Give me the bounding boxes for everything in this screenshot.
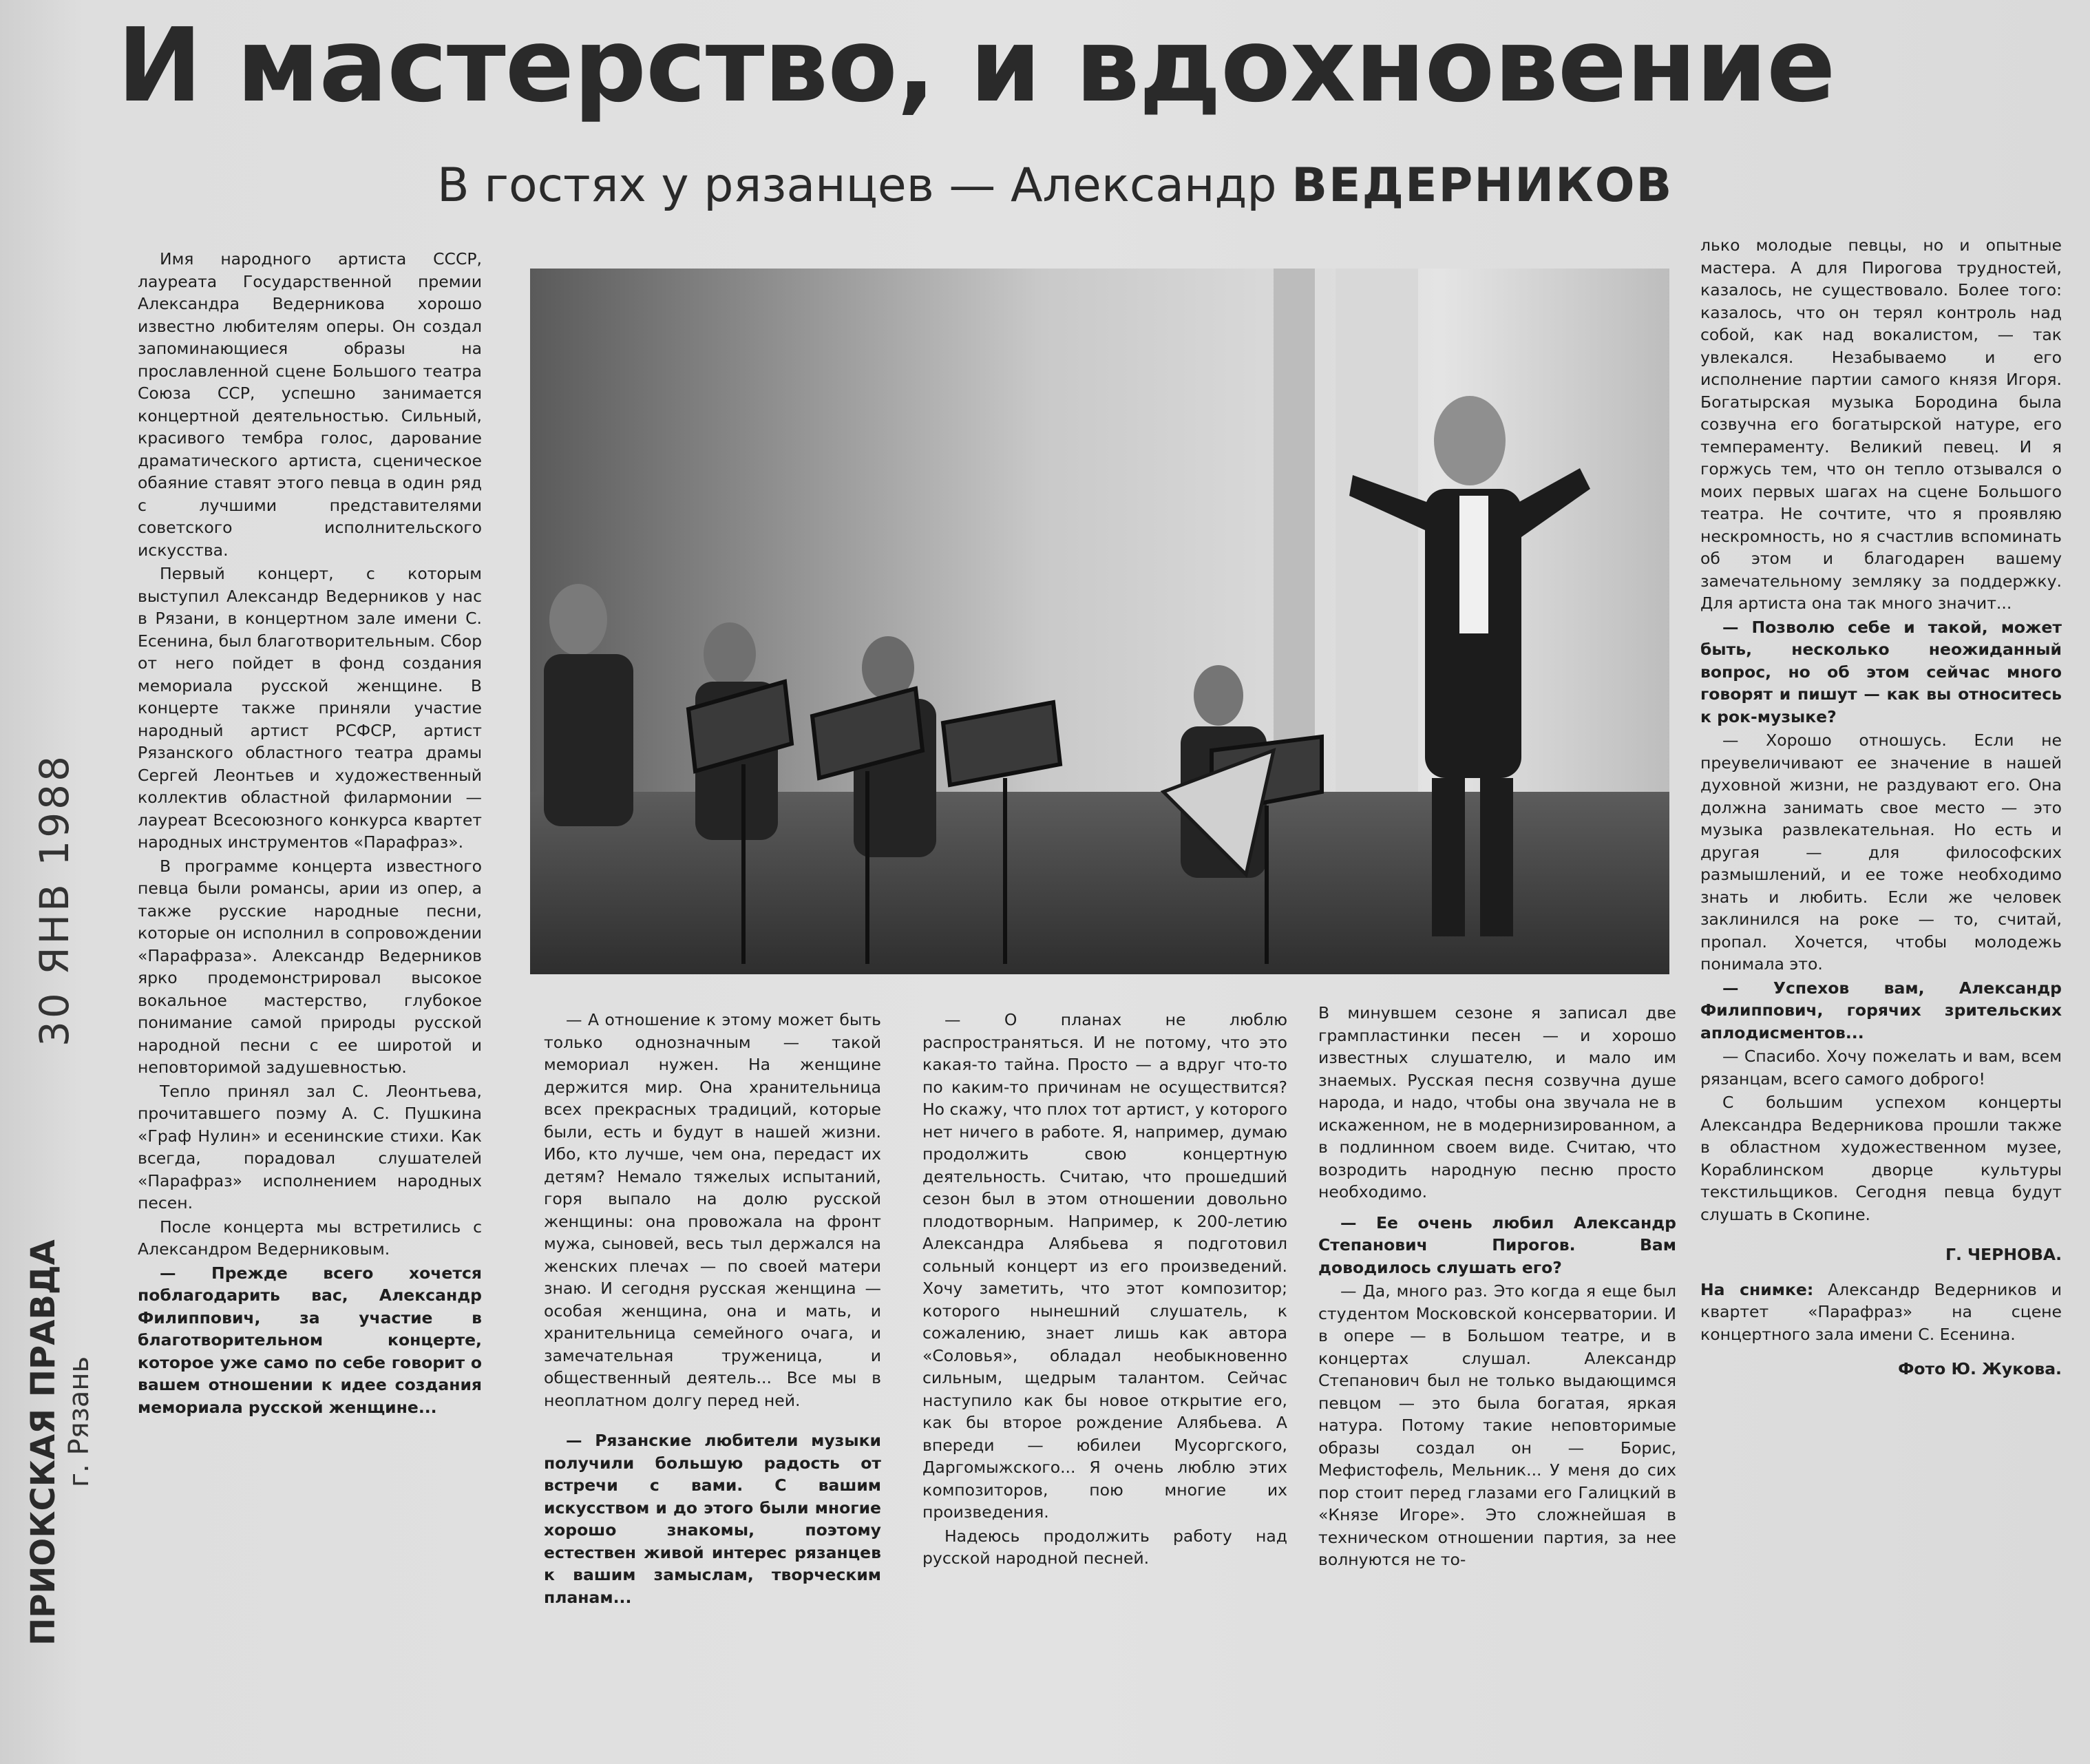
- author-signature: Г. ЧЕРНОВА.: [1945, 1245, 2062, 1264]
- question: — Прежде всего хочется поблагодарить вас, Александр Филиппович, за участие в благотворительном концерте, которое уже само по себе говорит о вашем отношении к идее создания мемориала русской женщине...: [138, 1263, 482, 1417]
- caption-label: На снимке:: [1700, 1279, 1814, 1299]
- column-2: [544, 1009, 881, 1610]
- subheadline-surname: ВЕДЕРНИКОВ: [1291, 158, 1674, 213]
- concert-photo-icon: [530, 269, 1669, 974]
- column-left-top: [138, 248, 482, 1420]
- question: — Позволю себе и такой, может быть, несколько неожиданный вопрос, но об этом сейчас много говорят и пишут — как вы относитесь к рок-музыке?: [1700, 617, 2062, 726]
- question: — Успехов вам, Александр Филиппович, горячих зрительских аплодисментов...: [1700, 978, 2062, 1042]
- photo-credit: Фото Ю. Жукова.: [1898, 1359, 2062, 1378]
- stamp-date: 30 ЯНВ 1988: [31, 753, 78, 1047]
- paragraph: Имя народного артиста СССР, лауреата Государственной премии Александра Ведерникова хорошо известно любителям оперы. Он создал запоминающиеся образы на прославленной сцене Большого театра Союза ССР, успешно занимается концертной деятельностью. Сильный, красивого тембра голос, дарование драматического артиста, сценическое обаяние ставят этого певца в один ряд с лучшими представителями советского исполнительского искусства.: [138, 249, 482, 560]
- column-3: [922, 1009, 1287, 1571]
- question: — Ее очень любил Александр Степанович Пирогов. Вам доводилось слушать его?: [1318, 1212, 1676, 1277]
- paragraph: лько молодые певцы, но и опытные мастера. А для Пирогова трудностей, казалось, не существовало. Более того: казалось, что он терял контроль над собой, как над вокалистом, — так увлекался. Незабываемо и его исполнение партии самого князя Игоря. Богатырская музыка Бородина была созвучна его богатырской натуре, его темпераменту. Великий певец. И я горжусь тем, что он тепло отзывался о моих первых шагах на сцене Большого театра. Не сочтите, что я проявляю нескромность, но я счастлив вспоминать об этом и благодарен вашему замечательному земляку за поддержку. Для артиста она так много значит...: [1700, 235, 2062, 613]
- photo-caption: [1700, 1279, 2062, 1346]
- subheadline-prefix: В гостях у рязанцев — Александр: [437, 158, 1277, 213]
- paragraph: В минувшем сезоне я записал две грампластинки песен — и хорошо известных слушателю, и мало им знаемых. Русская песня созвучна душе народа, и надо, чтобы она звучала не в искаженном, не в модернизированном, а в подлинном своем виде. Считаю, что возродить народную песню просто необходимо.: [1318, 1003, 1676, 1201]
- paragraph: — Да, много раз. Это когда я еще был студентом Московской консерватории. И в опере — в Большом театре, и в концертах слушал. Александр Степанович был не только выдающимся певцом — это была богатая, яркая натура. Потому такие неповторимые образы создал он — Борис, Мефистофель, Мельник... У меня до сих пор стоит перед глазами его Галицкий в «Князе Игоре». Это сложнейшая в техническом отношении партия, за нее волнуются не то-: [1318, 1281, 1676, 1569]
- paragraph: — А отношение к этому может быть только однозначным — такой мемориал нужен. На женщине держится мир. Она хранительница всех прекрасных традиций, которые были, есть и будут в нашей жизни. Ибо, кто лучше, чем она, передаст их детям? Немало тяжелых испытаний, горя выпало на долю русской женщины: она провожала на фронт мужа, сыновей, весь тыл держался на женских плечах — по своей матери знаю. И сегодня русская женщина — особая женщина, она и мать, и хранительница семейного очага, и замечательная труженица, и общественный деятель... Все мы в неоплатном долгу перед ней.: [544, 1010, 881, 1410]
- column-right: [1700, 234, 2062, 1382]
- paragraph: После концерта мы встретились с Александром Ведерниковым.: [138, 1217, 482, 1259]
- question: — Рязанские любители музыки получили большую радость от встречи с вами. С вашим искусством и до этого были многие хорошо знакомы, поэтому естествен живой интерес рязанцев к вашим замыслам, творческим планам...: [544, 1431, 881, 1607]
- paragraph: — Хорошо отношусь. Если не преувеличивают ее значение в нашей духовной жизни, не раздувают его. Она должна занимать свое место — это музыка развлекательная. Но есть и другая — для философских размышлений, и ее тоже необходимо знать и любить. Если же человек заклинился на роке — то, считай, пропал. Хочется, чтобы молодежь понимала это.: [1700, 731, 2062, 974]
- column-4: [1318, 1002, 1676, 1573]
- stamp-city: г. Рязань: [63, 1356, 95, 1487]
- paragraph: Надеюсь продолжить работу над русской народной песней.: [922, 1526, 1287, 1568]
- paragraph: Тепло принял зал С. Леонтьева, прочитавшего поэму А. С. Пушкина «Граф Нулин» и есенинские стихи. Как всегда, порадовал слушателей «Парафраз» исполнением народных песен.: [138, 1081, 482, 1212]
- paragraph: — О планах не люблю распространяться. И не потому, что это какая-то тайна. Просто — а вдруг что-то по каким-то причинам не осуществится? Но скажу, что плох тот артист, у которого нет ничего в работе. Я, например, думаю продолжить свою концертную деятельность. Считаю, что прошедший сезон был в этом отношении довольно плодотворным. Например, к 200-летию Александра Алябьева я подготовил сольный концерт из его произведений. Хочу заметить, что этот композитор; которого нынешний слушатель, к сожалению, знает лишь как автора «Соловья», обладал необыкновенно сильным, щедрым талантом. Сейчас наступило как бы новое открытие его, как бы второе рождение Алябьева. А впереди — юбилеи Мусоргского, Даргомыжского... Я очень люблю этих композиторов, пою многие их произведения.: [922, 1010, 1287, 1522]
- subheadline: [437, 145, 1814, 227]
- paragraph: В программе концерта известного певца были романсы, арии из опер, а также русские народные песни, которые он исполнил в сопровождении «Парафраза». Александр Ведерников ярко продемонстрировал высокое вокальное мастерство, глубокое понимание самой природы русской народной песни с ее широтой и неповторимой задушевностью.: [138, 856, 482, 1077]
- stamp-newspaper: ПРИОКСКАЯ ПРАВДА: [24, 1239, 63, 1646]
- concert-photo: [530, 269, 1669, 974]
- paragraph: С большим успехом концерты Александра Ведерникова прошли также в областном художественном музее, Кораблинском дворце культуры текстильщиков. Сегодня певца будут слушать в Скопине.: [1700, 1093, 2062, 1224]
- paragraph: Первый концерт, с которым выступил Александр Ведерников у нас в Рязани, в концертном зале имени С. Есенина, был благотворительным. Сбор от него пойдет в фонд создания мемориала русской женщине. В концерте также приняли участие народный артист РСФСР, артист Рязанского областного театра драмы Сергей Леонтьев и художественный коллектив областной филармонии — лауреат Всесоюзного конкурса квартет народных инструментов «Парафраз».: [138, 564, 482, 852]
- caption-text: Александр Ведерников и квартет «Парафраз» на сцене концертного зала имени С. Есенина.: [1700, 1279, 2062, 1344]
- headline: И мастерство, и вдохновение: [117, 6, 1835, 125]
- paragraph: — Спасибо. Хочу пожелать и вам, всем рязанцам, всего самого доброго!: [1700, 1047, 2062, 1089]
